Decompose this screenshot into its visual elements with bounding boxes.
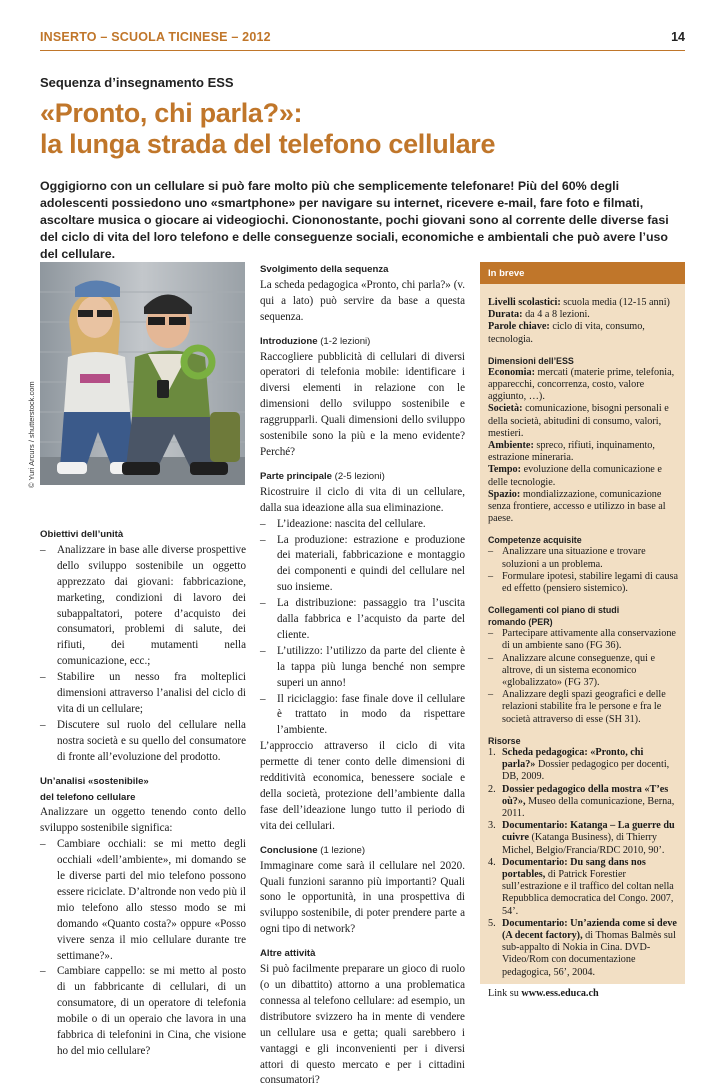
other-activities-text: Si può facilmente preparare un gioco di ruolo (o un dibattito) attorno a una problematica connessa al telefono cellulare: ad esempio, un distributore svizzero ha in mente di vendere un cellulare usa e getta; quali sarebbero i vantaggi e gli inconvenienti per i diversi attori di questo mercato e per i cittadini consumatori?: [260, 963, 465, 1087]
column-objectives: [40, 527, 246, 1060]
introduction-text: Raccogliere pubblicità di cellulari di diversi operatori di telefonia mobile: identificare i diversi elementi in relazione con le dimensioni dello sviluppo sostenibile e raggrupparli. Quali dimensioni dello sviluppo sostenibile sono la più e la meno evidente? Perché?: [260, 350, 465, 458]
header-rule: [40, 50, 685, 51]
dimensions-heading: Dimensioni dell’ESS: [488, 355, 574, 366]
main-part-intro: Ricostruire il ciclo di vita di un cellulare, dalla sua ideazione alla sua eliminazione.: [260, 485, 465, 514]
ess-link[interactable]: www.ess.educa.ch: [521, 987, 599, 999]
curriculum-heading: Collegamenti col piano di studi romando (PER): [488, 605, 620, 628]
article-lead: Oggigiorno con un cellulare si può fare molto più che semplicemente telefonare! Più del 60% degli adolescenti possiedono uno «smartphone» per navigare su internet, ricevere e-mail, fare foto e filmati, ascoltare musica o giocare ai videogiochi. Ciononostante, pochi giovani sono al corrente delle diverse fasi del ciclo di vita del loro telefono e delle conseguenze sociali, economiche e ambientali che può avere l’uso del cellulare.: [40, 179, 669, 261]
list-item: – L’ideazione: nascita del cellulare.: [260, 517, 465, 533]
list-item: – Analizzare alcune conseguenze, qui e altrove, di un sistema economico «globalizzato» (FG 37).: [488, 653, 678, 690]
page-number: 14: [671, 30, 685, 44]
main-part-heading: Parte principale (2-5 lezioni): [260, 470, 385, 482]
article-title: [40, 98, 690, 160]
main-part-outro: L’approccio attraverso il ciclo di vita permette di tener conto delle dimensioni di redditività economica, benessere sociale e della società, protezione dell’ambiente dalla fase dell’ideazione lungo tutto il periodo di vita dei cellulari.: [260, 740, 465, 832]
life-cycle-list: [260, 517, 465, 740]
summary-box-body: [488, 288, 678, 1000]
list-item: – Cambiare cappello: se mi metto al posto di un fabbricante di cellulari, di un consumatore, di un operatore di telefonia mobile o di un operaio che lavora in una fabbrica di telefonini in Cina, che visione ho del mio cellulare?: [40, 964, 246, 1059]
title-line-2: la lunga strada del telefono cellulare: [40, 129, 496, 159]
list-item: – L’utilizzo: l’utilizzo da parte del cliente è la tappa più lunga benché non sempre superi un anno!: [260, 644, 465, 692]
duration: Durata: da 4 a 8 lezioni.: [488, 309, 590, 321]
keywords: Parole chiave: ciclo di vita, consumo, tecnologia.: [488, 321, 645, 345]
list-item: – La distribuzione: passaggio tra l’uscita dalla fabbrica e l’acquisto da parte del cliente.: [260, 596, 465, 644]
list-item: – Analizzare una situazione e trovare soluzioni a un problema.: [488, 546, 678, 570]
section-kicker: Sequenza d’insegnamento ESS: [40, 75, 234, 90]
other-activities-heading: Altre attività: [260, 948, 316, 960]
skills-list: [488, 546, 678, 595]
sequence-heading: Svolgimento della sequenza: [260, 264, 389, 275]
list-item: 2. Dossier pedagogico della mostra «T’es où?», Museo della comunicazione, Berna, 2011.: [488, 783, 675, 819]
objectives-heading: Obiettivi dell’unità: [40, 529, 124, 540]
teens-phone-photo: [40, 262, 245, 485]
list-item: – Partecipare attivamente alla conservazione di un ambiente sano (FG 36).: [488, 628, 678, 652]
dimension-society: Società: comunicazione, bisogni personali e della società, abitudini di consumo, valori, mestieri.: [488, 403, 669, 439]
running-title: INSERTO – SCUOLA TICINESE – 2012: [40, 30, 271, 44]
analysis-heading: Un’analisi «sostenibile» del telefono cellulare: [40, 775, 149, 803]
analysis-list: [40, 837, 246, 1060]
list-item: – Discutere sul ruolo del cellulare nella nostra società e su quello del consumatore di fronte all’evoluzione del prodotto.: [40, 718, 246, 766]
photo-illustration: [40, 262, 245, 485]
resources-heading: Risorse: [488, 735, 521, 746]
title-line-1: «Pronto, chi parla?»:: [40, 98, 303, 128]
list-item: – Cambiare occhiali: se mi metto degli occhiali «dell’ambiente», mi domando se le diverse parti del mio telefono possono essere riciclate. D’altronde non vedo più il mio telefono allo stesso modo se mi domando «Quanto costa?» oppure «Posso vivere senza il mio cellulare durante tre settimane?».: [40, 837, 246, 964]
list-item: 3. Documentario: Katanga – La guerre du cuivre (Katanga Business), di Thierry Michel, Belgio/Francia/RDC 2010, 90’.: [488, 820, 675, 856]
list-item: 5. Documentario: Un’azienda come si deve (A decent factory), di Thomas Balmès sul sub-appalto di Nokia in Cina. DVD-Video/Rom con documentazione pedagogica, 56’, 2004.: [488, 917, 677, 978]
sequence-text: La scheda pedagogica «Pronto, chi parla?» (v. qui a lato) può servire da base a questa sequenza.: [260, 278, 465, 323]
list-item: – La produzione: estrazione e produzione dei materiali, fabbricazione e montaggio dei componenti e quindi del cellulare nel suo insieme.: [260, 533, 465, 597]
dimension-space: Spazio: mondializzazione, comunicazione senza frontiere, accesso e utilizzo in base al paese.: [488, 488, 666, 525]
list-item: 1. Scheda pedagogica: «Pronto, chi parla?» Dossier pedagogico per docenti, DB, 2009.: [488, 746, 670, 783]
list-item: 4. Documentario: Du sang dans nos portables, di Patrick Forestier sull’estrazione e il traffico del coltan nella Repubblica democratica del Congo. 2007, 54’.: [488, 856, 674, 917]
skills-heading: Competenze acquisite: [488, 535, 582, 546]
summary-box-header: In breve: [480, 262, 685, 284]
list-item: – Il riciclaggio: fase finale dove il cellulare è trattato in modo da rispettare l’ambiente.: [260, 692, 465, 740]
summary-box: [480, 262, 685, 999]
levels: Livelli scolastici: scuola media (12-15 anni): [488, 297, 670, 308]
objectives-list: [40, 543, 246, 766]
conclusion-heading: Conclusione (1 lezione): [260, 844, 366, 856]
running-header: [40, 30, 685, 50]
curriculum-list: [488, 628, 678, 726]
analysis-intro: Analizzare un oggetto tenendo conto dello sviluppo sostenibile significa:: [40, 806, 246, 835]
list-item: – Formulare ipotesi, stabilire legami di causa ed effetto (pensiero sistemico).: [488, 571, 678, 595]
list-item: – Analizzare in base alle diverse prospettive dello sviluppo sostenibile un oggetto apprezzato dai giovani: fabbricazione, marketing, condizioni di lavoro dei subappaltatori, potere d’acquisto dei consumatori, problemi di salute, dei rifiuti, dei mutamenti nella comunicazione, ecc.;: [40, 543, 246, 670]
list-item: – Analizzare degli spazi geografici e delle relazioni stabilite fra le persone e fra le società attraverso di esse (SH 31).: [488, 689, 678, 726]
conclusion-text: Immaginare come sarà il cellulare nel 2020. Quali funzioni saranno più importanti? Quali sono le opportunità, in una prospettiva di sviluppo sostenibile, di poter prendere parte a ogni tipo di network?: [260, 859, 465, 936]
dimension-environment: Ambiente: spreco, rifiuti, inquinamento, estrazione mineraria.: [488, 440, 655, 464]
resources-list: [488, 747, 678, 979]
photo-credit: © Yuri Arcurs / shutterstock.com: [27, 381, 36, 488]
list-item: – Stabilire un nesso fra molteplici dimensioni attraverso l’analisi del ciclo di vita di un cellulare;: [40, 670, 246, 718]
dimension-economy: Economia: mercati (materie prime, telefonia, apparecchi, concorrenza, costo, valore aggiunto, …).: [488, 366, 675, 403]
resources-link: Link su www.ess.educa.ch: [488, 987, 599, 999]
column-sequence: [260, 262, 465, 1089]
introduction-heading: Introduzione (1-2 lezioni): [260, 335, 371, 347]
dimension-time: Tempo: evoluzione della comunicazione e delle tecnologie.: [488, 464, 662, 488]
